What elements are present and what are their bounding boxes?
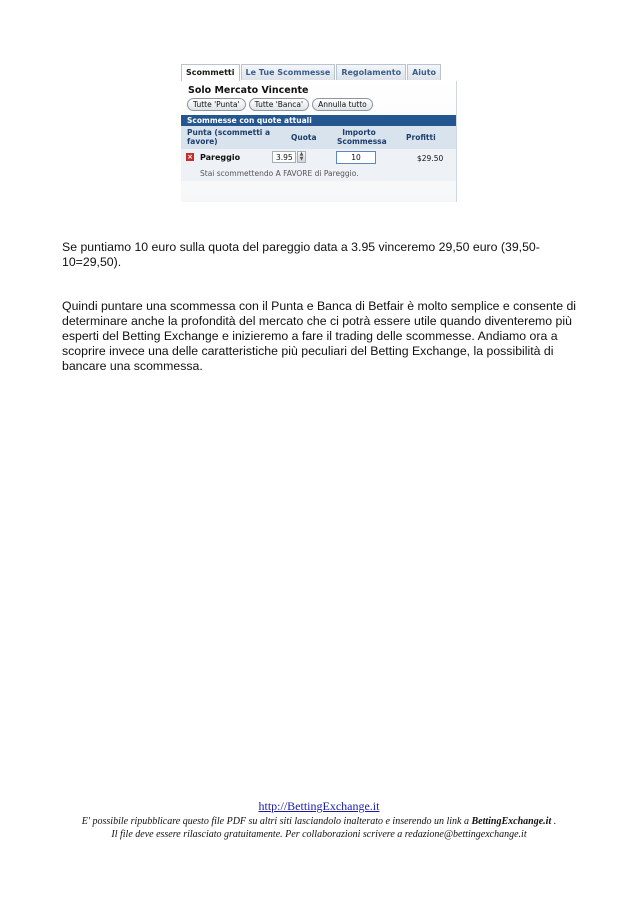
- all-back-button: Tutte 'Punta': [187, 98, 246, 111]
- footer-line1-post: .: [551, 816, 557, 827]
- paragraph-1: Se puntiamo 10 euro sulla quota del pareggio data a 3.95 vinceremo 29,50 euro (39,50-10=29,50).: [62, 240, 540, 269]
- bet-note-row: [181, 167, 457, 181]
- slip-panel: [181, 81, 457, 202]
- footer-note: [0, 815, 638, 841]
- profit-column-header: Profitti: [406, 133, 436, 142]
- bets-column-headers: [181, 126, 457, 149]
- bet-note: Stai scommettendo A FAVORE di Pareggio.: [200, 169, 359, 178]
- x-icon: ×: [187, 153, 193, 161]
- tab-regolamento: Regolamento: [336, 64, 406, 80]
- bet-row: [181, 149, 457, 167]
- bets-header-bar: Scommesse con quote attuali: [181, 115, 457, 126]
- slip-tabs: [181, 64, 457, 82]
- selection-name: Pareggio: [200, 153, 241, 162]
- back-header-line2: favore): [187, 137, 218, 146]
- back-header-line1: Punta (scommetti a: [187, 128, 271, 137]
- stake-field: 10: [336, 151, 376, 164]
- footer-line1-pre: E' possibile ripubblicare questo file PDF su altri siti lasciandolo inalterato e inserendo un link a: [81, 816, 472, 827]
- stake-header-line1: Importo: [342, 128, 376, 137]
- profit-value: $29.50: [417, 154, 444, 163]
- footer-line2: Il file deve essere rilasciato gratuitamente. Per collaborazioni scrivere a redazione@bettingexchange.it: [111, 829, 527, 840]
- paragraph-2: Quindi puntare una scommessa con il Punta e Banca di Betfair è molto semplice e consente di determinare anche la profondità del mercato che ci potrà essere utile quando diventeremo più esperti del Betting Exchange e inizieremo a fare il trading delle scommesse. Andiamo ora a scoprire invece una delle caratteristiche più peculiari del Betting Exchange, la possibilità di bancare una scommessa.: [62, 299, 577, 373]
- odds-field: 3.95: [272, 151, 296, 163]
- tab-scommetti: Scommetti: [181, 64, 240, 81]
- all-lay-button: Tutte 'Banca': [249, 98, 309, 111]
- cancel-all-button: Annulla tutto: [312, 98, 373, 111]
- odds-column-header: Quota: [291, 133, 317, 142]
- panel-border: [456, 81, 457, 202]
- slip-buttons: [187, 98, 373, 111]
- tab-aiuto: Aiuto: [407, 64, 441, 80]
- stake-header-line2: Scommessa: [337, 137, 387, 146]
- footer-link[interactable]: http://BettingExchange.it: [258, 799, 380, 813]
- odds-stepper-icon: ▲ ▼: [297, 151, 306, 163]
- tab-le-tue-scommesse: Le Tue Scommesse: [241, 64, 336, 80]
- betting-slip-image: [181, 60, 457, 202]
- market-title: Solo Mercato Vincente: [188, 85, 309, 96]
- footer-brand: BettingExchange.it: [471, 816, 552, 827]
- back-column-header: [187, 128, 270, 146]
- stake-column-header: [337, 128, 387, 146]
